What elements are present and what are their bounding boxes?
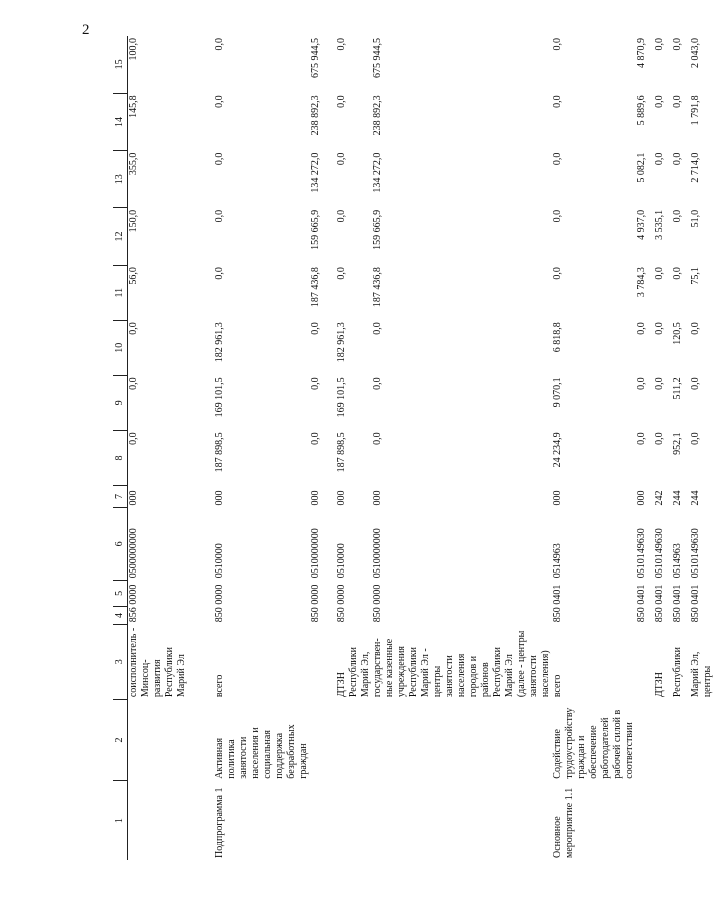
cell-col-14: 1 791,8 [689, 95, 701, 126]
column-header-5: 5 [113, 580, 128, 606]
cell-col-10: 0,0 [635, 322, 647, 335]
cell-col-2 [310, 699, 336, 781]
cell-col-5: 0401 [653, 584, 665, 605]
cell-col-2: Активная политика занятости населения и социальная поддержка безработных граждан [213, 724, 309, 779]
cell-col-15: 0,0 [213, 38, 225, 51]
cell-col-1 [128, 781, 214, 860]
cell-col-8: 187 898,5 [335, 432, 347, 473]
cell-col-9: 0,0 [653, 377, 665, 390]
column-header-3: 3 [113, 624, 128, 699]
cell-col-12: 0,0 [551, 209, 563, 223]
table-body [128, 36, 714, 860]
cell-col-13: 355,0 [128, 152, 139, 176]
cell-col-8: 0,0 [653, 432, 665, 445]
cell-col-7: 242 [653, 490, 665, 506]
cell-col-11: 3 784,3 [635, 267, 647, 298]
cell-col-15: 0,0 [551, 38, 563, 51]
column-header-9: 9 [113, 375, 128, 430]
cell-col-1 [636, 781, 654, 860]
cell-col-14: 145,8 [128, 95, 139, 118]
cell-col-11: 187 436,8 [371, 267, 383, 308]
cell-col-8: 0,0 [309, 432, 321, 445]
cell-col-4: 850 [671, 607, 683, 623]
cell-col-7: 000 [213, 490, 225, 506]
cell-col-3: всего [213, 674, 225, 698]
table-row [128, 36, 214, 860]
cell-col-8: 952,1 [671, 432, 683, 455]
cell-col-7: 000 [335, 490, 347, 506]
cell-col-14: 0,0 [213, 95, 225, 108]
table-row [552, 36, 636, 860]
cell-col-5: 0401 [671, 584, 683, 605]
cell-col-5: 0401 [551, 584, 563, 605]
cell-col-9: 0,0 [635, 377, 647, 390]
cell-col-8: 0,0 [689, 432, 701, 445]
cell-col-5: 0000 [309, 584, 321, 605]
cell-col-10: 6 818,8 [551, 322, 563, 353]
cell-col-1: Подпрограмма 1 [213, 787, 225, 858]
cell-col-4: 850 [309, 607, 321, 623]
cell-col-7: 000 [309, 490, 321, 506]
cell-col-5: 0000 [213, 584, 225, 605]
header-row [113, 36, 128, 860]
cell-col-2 [636, 699, 654, 781]
cell-col-11: 56,0 [128, 267, 139, 285]
cell-col-7: 000 [635, 490, 647, 506]
cell-col-2 [336, 699, 372, 781]
cell-col-6: 0510149630 [689, 528, 701, 579]
cell-col-8: 0,0 [635, 432, 647, 445]
cell-col-1 [690, 781, 714, 860]
cell-col-14: 238 892,3 [371, 95, 383, 136]
cell-col-13: 0,0 [653, 152, 665, 166]
page-number: 2 [82, 22, 90, 38]
cell-col-15: 0,0 [653, 38, 665, 51]
cell-col-2 [128, 699, 214, 781]
cell-col-5: 0401 [635, 584, 647, 605]
cell-col-7: 000 [371, 490, 383, 506]
cell-col-13: 0,0 [335, 152, 347, 166]
cell-col-6: 0510149630 [653, 528, 665, 579]
cell-col-3: ДТЗН [653, 672, 665, 698]
cell-col-4: 850 [689, 607, 701, 623]
cell-col-1 [654, 781, 672, 860]
cell-col-8: 0,0 [128, 432, 139, 445]
cell-col-13: 134 272,0 [371, 152, 383, 193]
cell-col-9: 9 070,1 [551, 377, 563, 408]
cell-col-9: 0,0 [371, 377, 383, 390]
column-header-11: 11 [113, 265, 128, 320]
cell-col-2: Содействие трудоустройству граждан и обеспечение работодателей рабочей силой в соответствии [551, 707, 635, 779]
cell-col-10: 0,0 [689, 322, 701, 335]
cell-col-5: 0000 [335, 584, 347, 605]
cell-col-11: 75,1 [689, 267, 701, 285]
column-header-7: 7 [113, 485, 128, 507]
cell-col-3 [636, 624, 654, 699]
cell-col-2 [672, 699, 690, 781]
table-row [636, 36, 654, 860]
cell-col-10: 0,0 [128, 322, 139, 335]
table-row [336, 36, 372, 860]
cell-col-12: 0,0 [671, 209, 683, 223]
cell-col-6: 0510000 [213, 543, 225, 579]
cell-col-3 [310, 624, 336, 699]
cell-col-3: государствен- ные казенные учреждения Республики Марий Эл - центры занятости населения городов и районов Республики Марий Эл (далее - центры занятости населения) [371, 630, 551, 698]
cell-col-10: 182 961,3 [213, 322, 225, 363]
cell-col-12: 3 535,1 [653, 209, 665, 240]
cell-col-13: 2 714,0 [689, 152, 701, 183]
column-header-6: 6 [113, 508, 128, 581]
cell-col-10: 0,0 [653, 322, 665, 335]
cell-col-10: 0,0 [371, 322, 383, 335]
cell-col-7: 000 [551, 490, 563, 506]
cell-col-14: 238 892,3 [309, 95, 321, 136]
budget-table [113, 36, 714, 860]
cell-col-8: 0,0 [371, 432, 383, 445]
cell-col-11: 0,0 [671, 267, 683, 280]
cell-col-9: 0,0 [309, 377, 321, 390]
cell-col-12: 0,0 [213, 209, 225, 223]
cell-col-10: 120,5 [671, 322, 683, 345]
cell-col-3: всего [551, 674, 563, 698]
cell-col-8: 187 898,5 [213, 432, 225, 473]
column-header-1: 1 [113, 781, 128, 860]
cell-col-4: 850 [635, 607, 647, 623]
table-row [654, 36, 672, 860]
column-header-12: 12 [113, 208, 128, 265]
cell-col-14: 0,0 [551, 95, 563, 108]
column-header-13: 13 [113, 151, 128, 208]
cell-col-6: 0500000000 [128, 528, 139, 579]
cell-col-12: 4 937,0 [635, 209, 647, 240]
column-header-2: 2 [113, 699, 128, 781]
cell-col-15: 100,0 [128, 38, 139, 61]
cell-col-1 [372, 781, 552, 860]
cell-col-8: 24 234,9 [551, 432, 563, 468]
cell-col-11: 0,0 [335, 267, 347, 280]
cell-col-11: 0,0 [653, 267, 665, 280]
cell-col-9: 511,2 [671, 377, 683, 400]
budget-table-frame [113, 36, 713, 860]
table-row [690, 36, 714, 860]
table-row [214, 36, 310, 860]
cell-col-9: 169 101,5 [335, 377, 347, 418]
cell-col-9: 169 101,5 [213, 377, 225, 418]
cell-col-11: 0,0 [551, 267, 563, 280]
cell-col-13: 0,0 [213, 152, 225, 166]
cell-col-15: 0,0 [335, 38, 347, 51]
cell-col-13: 5 082,1 [635, 152, 647, 183]
cell-col-13: 134 272,0 [309, 152, 321, 193]
cell-col-4: 856 [128, 607, 139, 623]
cell-col-12: 159 665,9 [371, 209, 383, 250]
column-header-15: 15 [113, 36, 128, 93]
cell-col-12: 0,0 [335, 209, 347, 223]
cell-col-6: 0514963 [551, 543, 563, 579]
cell-col-10: 182 961,3 [335, 322, 347, 363]
cell-col-3: Марий Эл, центры [689, 651, 713, 698]
cell-col-11: 0,0 [213, 267, 225, 280]
cell-col-3: Республики [671, 647, 683, 698]
cell-col-12: 51,0 [689, 209, 701, 228]
cell-col-6: 0510000000 [309, 528, 321, 579]
cell-col-11: 187 436,8 [309, 267, 321, 308]
cell-col-13: 0,0 [551, 152, 563, 166]
cell-col-1 [336, 781, 372, 860]
cell-col-4: 850 [213, 607, 225, 623]
cell-col-9: 0,0 [689, 377, 701, 390]
cell-col-1: Основное мероприятие 1.1 [551, 787, 575, 858]
cell-col-1 [310, 781, 336, 860]
cell-col-3: ДТЗН Республики Марий Эл, [335, 647, 371, 698]
cell-col-10: 0,0 [309, 322, 321, 335]
cell-col-14: 0,0 [653, 95, 665, 108]
cell-col-15: 675 944,5 [371, 38, 383, 78]
column-header-10: 10 [113, 320, 128, 375]
cell-col-15: 4 870,9 [635, 38, 647, 68]
cell-col-15: 2 043,0 [689, 38, 701, 68]
table-row [310, 36, 336, 860]
cell-col-3: соисполнитель - Минсоц- развития Республики Марий Эл [128, 627, 187, 698]
column-header-8: 8 [113, 430, 128, 485]
column-header-4: 4 [113, 607, 128, 625]
cell-col-6: 0514963 [671, 543, 683, 579]
cell-col-4: 850 [653, 607, 665, 623]
cell-col-6: 0510149630 [635, 528, 647, 579]
cell-col-2 [654, 699, 672, 781]
cell-col-7: 244 [671, 490, 683, 506]
cell-col-4: 850 [371, 607, 383, 623]
cell-col-5: 0000 [128, 584, 139, 605]
cell-col-12: 159 665,9 [309, 209, 321, 250]
cell-col-5: 0000 [371, 584, 383, 605]
cell-col-4: 850 [335, 607, 347, 623]
cell-col-2 [690, 699, 714, 781]
cell-col-15: 0,0 [671, 38, 683, 51]
cell-col-4: 850 [551, 607, 563, 623]
cell-col-7: 000 [128, 490, 139, 506]
cell-col-14: 0,0 [671, 95, 683, 108]
cell-col-9: 0,0 [128, 377, 139, 390]
cell-col-14: 0,0 [335, 95, 347, 108]
cell-col-12: 150,0 [128, 209, 139, 233]
cell-col-6: 0510000000 [371, 528, 383, 579]
cell-col-15: 675 944,5 [309, 38, 321, 78]
cell-col-14: 5 889,6 [635, 95, 647, 126]
table-row [372, 36, 552, 860]
cell-col-2 [372, 699, 552, 781]
column-header-14: 14 [113, 93, 128, 150]
cell-col-6: 0510000 [335, 543, 347, 579]
cell-col-7: 244 [689, 490, 701, 506]
table-row [672, 36, 690, 860]
cell-col-1 [672, 781, 690, 860]
cell-col-5: 0401 [689, 584, 701, 605]
cell-col-13: 0,0 [671, 152, 683, 166]
